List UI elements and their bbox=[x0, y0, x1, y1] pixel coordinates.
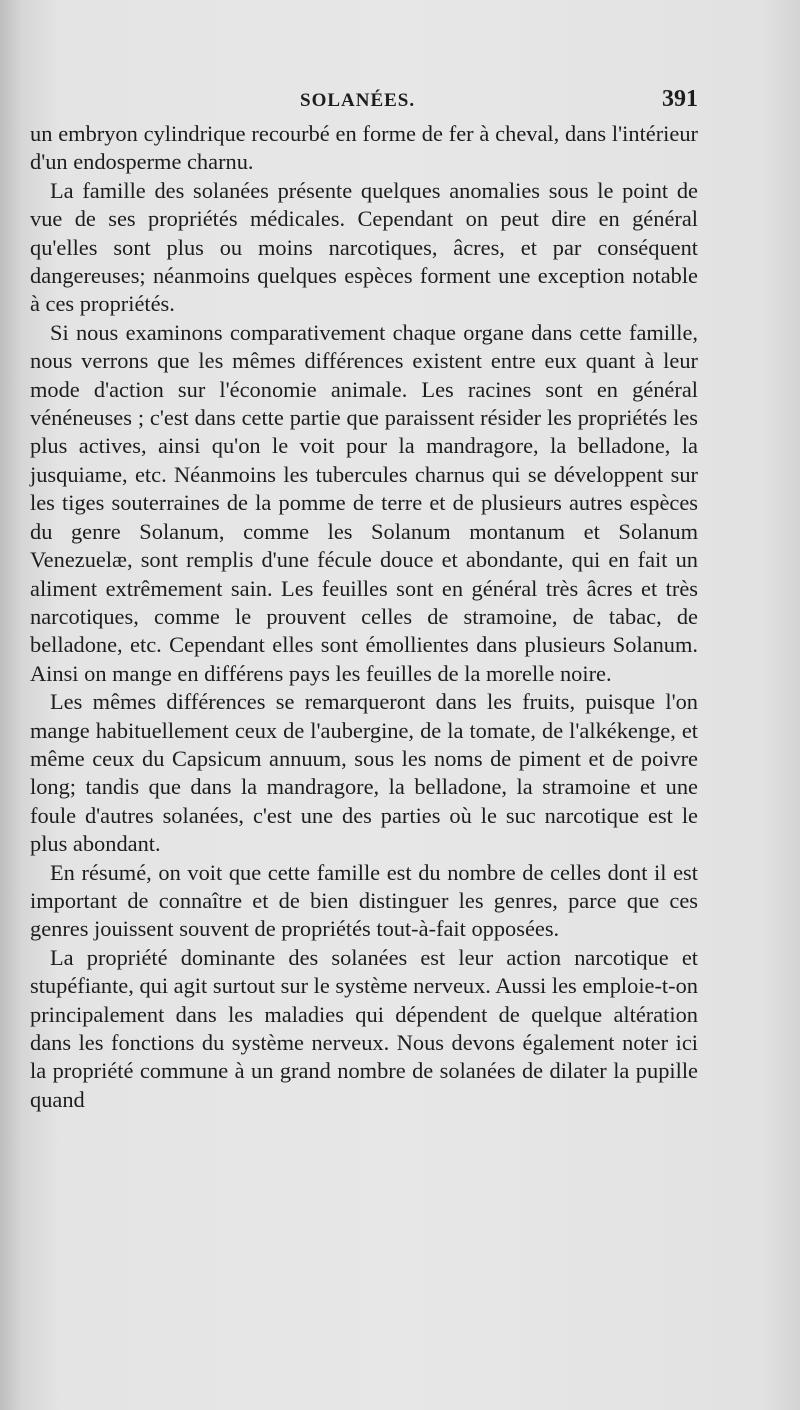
running-head bbox=[30, 86, 698, 116]
page-number: 391 bbox=[662, 86, 698, 112]
paragraph-dominant-property: La propriété dominante des solanées est leur action narcotique et stupéfiante, qui agit surtout sur le système nerveux. Aussi les emploie-t-on principalement dans les maladies qui dépendent de quelque altération dans les fonctions du système nerveux. Nous devons également noter ici la propriété commune à un grand nombre de solanées de dilater la pupille quand bbox=[30, 944, 698, 1112]
paragraph-fruits: Les mêmes différences se remarqueront dans les fruits, puisque l'on mange habituellement ceux de l'aubergine, de la tomate, de l'alkékenge, et même ceux du Capsicum annuum, sous les noms de piment et de poivre long; tandis que dans la mandragore, la belladone, la stramoine et une foule d'autres solanées, c'est une des parties où le suc narcotique est le plus abondant. bbox=[30, 689, 698, 857]
running-title: SOLANÉES. bbox=[300, 90, 416, 111]
paragraph-summary: En résumé, on voit que cette famille est du nombre de celles dont il est important de connaître et de bien distinguer les genres, parce que ces genres jouissent souvent de propriétés tout-à-fait opposées. bbox=[30, 859, 698, 942]
paragraph-organs-comparison: Si nous examinons comparativement chaque organe dans cette famille, nous verrons que les mêmes différences existent entre eux quant à leur mode d'action sur l'économie animale. Les racines sont en général vénéneuses ; c'est dans cette partie que paraissent résider les propriétés les plus actives, ainsi qu'on le voit pour la mandragore, la belladone, la jusquiame, etc. Néanmoins les tubercules charnus qui se développent sur les tiges souterraines de la pomme de terre et de plusieurs autres espèces du genre Solanum, comme les Solanum montanum et Solanum Venezuelæ, sont remplis d'une fécule douce et abondante, qui en fait un aliment extrêmement sain. Les feuilles sont en général très âcres et très narcotiques, comme le prouvent celles de stramoine, de tabac, de belladone, etc. Cependant elles sont émollientes dans plusieurs Solanum. Ainsi on mange en différens pays les feuilles de la morelle noire. bbox=[30, 319, 698, 686]
paragraph-continued: un embryon cylindrique recourbé en forme de fer à cheval, dans l'intérieur d'un endosperme charnu. bbox=[30, 121, 698, 175]
body-text bbox=[30, 120, 698, 1114]
paragraph-medical-properties: La famille des solanées présente quelques anomalies sous le point de vue de ses propriétés médicales. Cependant on peut dire en général qu'elles sont plus ou moins narcotiques, âcres, et par conséquent dangereuses; néanmoins quelques espèces forment une exception notable à ces propriétés. bbox=[30, 177, 698, 317]
